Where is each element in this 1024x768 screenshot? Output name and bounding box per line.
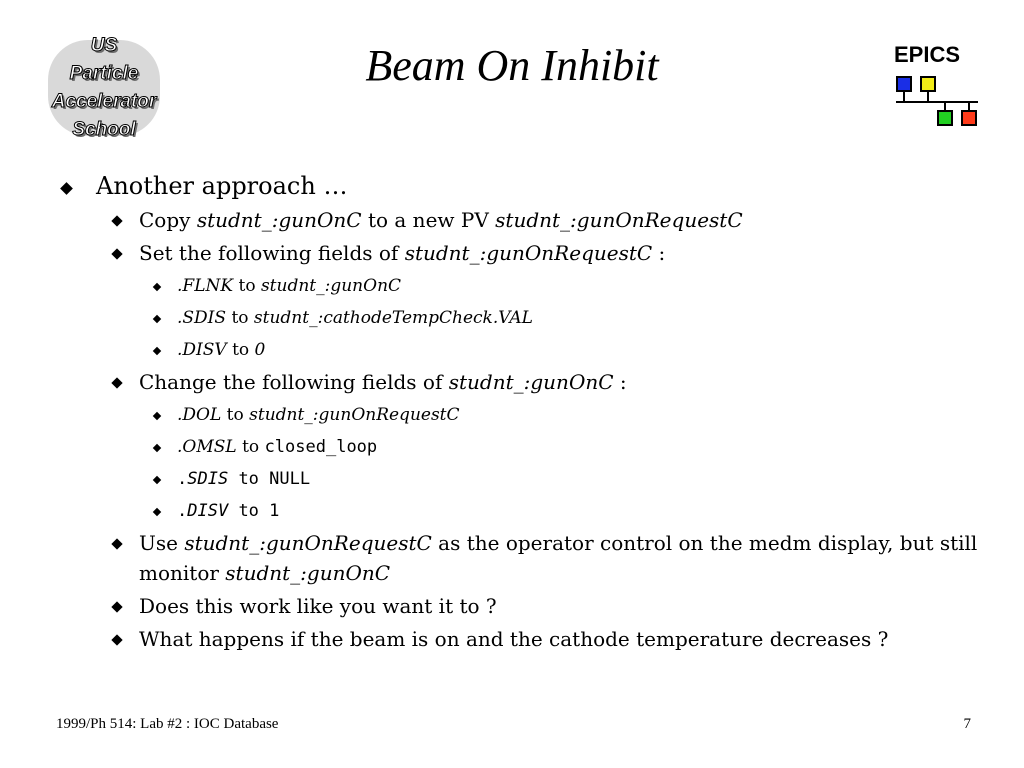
field-name: .OMSL (177, 437, 237, 457)
epics-square-yellow (920, 76, 936, 92)
bullet-text: What happens if the beam is on and the cathode temperature decreases ? (139, 627, 889, 651)
bullet-flnk (56, 272, 996, 300)
bullet-text: as the operator control on the medm display, but still monitor (139, 531, 978, 585)
pv-name: studnt_:gunOnRequestC (495, 208, 743, 232)
bullet-dol (56, 401, 996, 429)
field-value: 0 (254, 340, 266, 360)
field-dot: . (177, 501, 188, 521)
diamond-bullet-icon (111, 634, 122, 645)
diamond-bullet-icon (111, 215, 122, 226)
field-name: .DOL (177, 405, 222, 425)
bullet-list (56, 166, 996, 654)
diamond-bullet-icon (111, 601, 122, 612)
logo-line-us: US (90, 35, 118, 56)
pv-name: studnt_:gunOnC (196, 208, 362, 232)
epics-logo-text: EPICS (894, 42, 961, 67)
bullet-change-fields (56, 367, 996, 397)
bullet-what-happens (56, 624, 996, 654)
pv-name: studnt_:gunOnRequestC (184, 531, 432, 555)
epics-square-red (961, 110, 977, 126)
diamond-bullet-icon (111, 377, 122, 388)
page-number: 7 (963, 716, 971, 732)
diamond-bullet-icon (153, 444, 161, 452)
bullet-use-request (56, 528, 996, 588)
bullet-text: Change the following fields of (139, 370, 449, 394)
bullet-omsl (56, 433, 996, 461)
bullet-text: Copy (139, 208, 197, 232)
field-name: .FLNK (177, 276, 234, 296)
field-value: closed_loop (264, 437, 378, 457)
bullet-text: : (652, 241, 666, 265)
field-value: to NULL (228, 469, 311, 489)
footer-course-label: 1999/Ph 514: Lab #2 : IOC Database (56, 716, 279, 732)
slide-title: Beam On Inhibit (365, 41, 659, 90)
diamond-bullet-icon (153, 347, 161, 355)
epics-bus-line (896, 101, 978, 103)
diamond-bullet-icon (153, 476, 161, 484)
pv-name: studnt_:gunOnC (448, 370, 614, 394)
bullet-does-this-work (56, 591, 996, 621)
diamond-bullet-icon (153, 315, 161, 323)
diamond-bullet-icon (111, 248, 122, 259)
bullet-text: : (613, 370, 627, 394)
bullet-text: to (226, 340, 255, 360)
diamond-bullet-icon (60, 182, 73, 195)
bullet-disv (56, 336, 996, 364)
bullet-sdis (56, 304, 996, 332)
epics-stem-green (944, 102, 946, 110)
logo-line-particle: Particle (69, 63, 139, 84)
field-name: SDIS (187, 469, 229, 489)
epics-stem-red (968, 102, 970, 110)
epics-square-green (937, 110, 953, 126)
diamond-bullet-icon (111, 538, 122, 549)
bullet-sdis-null (56, 465, 996, 493)
field-name: .DISV (177, 340, 227, 360)
bullet-text: to a new PV (361, 208, 496, 232)
bullet-text: Another approach … (96, 172, 348, 200)
slide-footer (56, 716, 971, 733)
diamond-bullet-icon (153, 283, 161, 291)
field-name: .SDIS (177, 308, 227, 328)
bullet-text: Does this work like you want it to ? (139, 594, 497, 618)
bullet-copy-pv (56, 205, 996, 235)
pv-name: studnt_:gunOnRequestC (404, 241, 653, 265)
epics-logo (890, 40, 990, 132)
bullet-set-fields (56, 238, 996, 268)
logo-line-school: School (72, 119, 136, 140)
bullet-text: to (233, 276, 261, 296)
field-value: to 1 (228, 501, 280, 521)
epics-square-blue (896, 76, 912, 92)
field-dot: . (177, 469, 188, 489)
field-value: studnt_:cathodeTempCheck.VAL (253, 308, 533, 328)
field-value: studnt_:gunOnRequestC (249, 405, 460, 425)
pv-name: studnt_:gunOnC (225, 561, 391, 585)
field-value: studnt_:gunOnC (260, 276, 402, 296)
diamond-bullet-icon (153, 412, 161, 420)
bullet-disv-one (56, 497, 996, 525)
bullet-text: Set the following fields of (139, 241, 405, 265)
field-name: DISV (187, 501, 229, 521)
bullet-text: to (221, 405, 250, 425)
bullet-text: to (226, 308, 254, 328)
logo-line-accelerator: Accelerator (51, 91, 157, 112)
bullet-text: to (236, 437, 265, 457)
bullet-text: Use (139, 531, 185, 555)
diamond-bullet-icon (153, 508, 161, 516)
bullet-another-approach (56, 170, 996, 202)
